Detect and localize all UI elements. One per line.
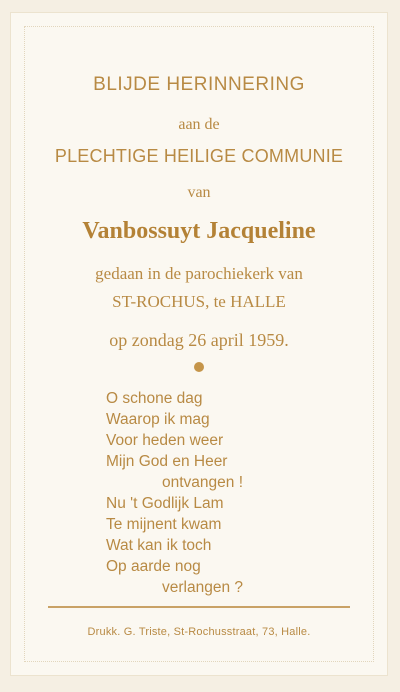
poem-line: Wat kan ik toch <box>106 537 212 554</box>
poem-line: O schone dag <box>106 390 203 407</box>
parish-name: ST-ROCHUS, te HALLE <box>112 292 286 311</box>
church-line: gedaan in de parochiekerk van <box>95 264 303 283</box>
poem-line: Op aarde nog <box>106 558 201 575</box>
poem-line: Nu 't Godlijk Lam <box>106 495 224 512</box>
poem-line: Waarop ik mag <box>106 411 210 428</box>
heading-van: van <box>187 184 211 201</box>
heading-aan-de: aan de <box>178 116 220 133</box>
communion-date: op zondag 26 april 1959. <box>109 330 289 350</box>
poem-line: ontvangen ! <box>162 474 244 491</box>
poem-line: Voor heden weer <box>106 432 224 449</box>
memorial-card <box>10 12 388 676</box>
heading-communion: PLECHTIGE HEILIGE COMMUNIE <box>54 146 344 166</box>
poem-line: verlangen ? <box>162 579 244 596</box>
poem-line: Mijn God en Heer <box>106 453 228 470</box>
divider-rule <box>48 606 350 608</box>
ornament-dot <box>194 362 204 372</box>
communicant-name: Vanbossuyt Jacqueline <box>82 218 316 244</box>
heading-remembrance: BLIJDE HERINNERING <box>93 74 305 95</box>
poem <box>106 388 326 598</box>
printer-footer: Drukk. G. Triste, St-Rochusstraat, 73, Halle. <box>87 626 311 638</box>
poem-line: Te mijnent kwam <box>106 516 222 533</box>
